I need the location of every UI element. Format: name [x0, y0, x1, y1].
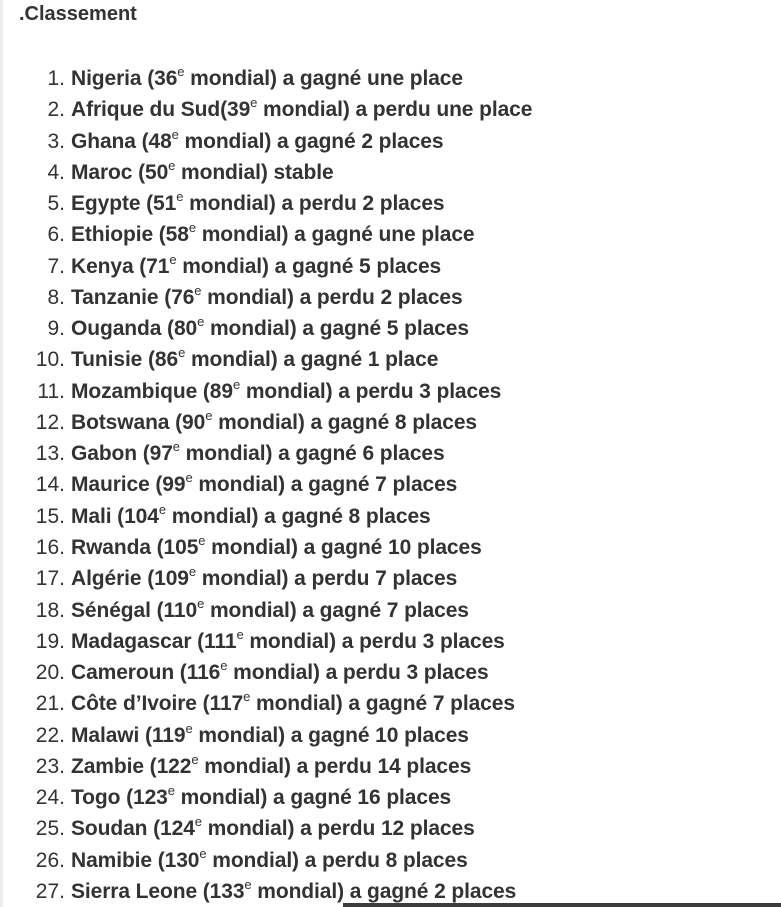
ordinal-suffix: e [236, 626, 244, 642]
rank-change: mondial) a perdu 7 places [196, 567, 458, 591]
country-name: Maurice ( [71, 473, 163, 497]
rank-change: mondial) a perdu 3 places [227, 661, 489, 685]
list-item-text [71, 626, 505, 657]
rank-change: mondial) stable [175, 160, 334, 184]
bottom-scroll-bar [343, 903, 781, 907]
ordinal-suffix: e [188, 564, 197, 580]
country-name: Afrique du Sud( [71, 98, 227, 122]
list-item-number: 12. [35, 410, 65, 434]
country-name: Egypte ( [71, 192, 154, 216]
list-item-text [71, 688, 515, 719]
world-rank: 39 [226, 98, 251, 122]
list-item-number: 20. [35, 661, 65, 685]
ordinal-suffix: e [169, 251, 177, 267]
world-rank: 133 [209, 879, 245, 903]
list-item-text [71, 845, 468, 876]
country-name: Malawi ( [71, 723, 152, 747]
list-item-text [71, 751, 471, 782]
world-rank: 123 [132, 786, 168, 810]
country-name: Namibie ( [71, 848, 165, 872]
list-item-number: 7. [47, 254, 65, 278]
world-rank: 80 [173, 317, 198, 341]
world-rank: 90 [182, 410, 206, 434]
list-item-number: 19. [35, 629, 65, 653]
section-heading: .Classement [19, 3, 137, 25]
ordinal-suffix: e [191, 751, 199, 767]
list-item-text [71, 313, 469, 344]
world-rank: 99 [162, 473, 186, 497]
list-item-text [71, 657, 489, 688]
list-item-text [71, 126, 443, 157]
list-item-number: 26. [35, 848, 65, 872]
rank-change: mondial) a perdu 2 places [201, 285, 463, 309]
country-name: Gabon ( [71, 442, 150, 466]
rank-change: mondial) a perdu 3 places [243, 629, 505, 653]
ordinal-suffix: e [197, 314, 205, 330]
country-name: Mali ( [71, 504, 125, 528]
world-rank: 109 [154, 567, 189, 591]
rank-change: mondial) a gagné 7 places [192, 473, 458, 497]
rank-change: mondial) a gagné une place [184, 67, 463, 90]
country-name: Sénégal ( [71, 598, 164, 622]
ordinal-suffix: e [194, 282, 202, 298]
world-rank: 119 [151, 723, 186, 747]
rank-change: mondial) a gagné 7 places [204, 598, 469, 622]
rank-change: mondial) a gagné 1 place [185, 348, 439, 372]
list-item-text [71, 63, 463, 94]
list-item-number: 1. [47, 67, 65, 90]
ordinal-suffix: e [220, 658, 228, 674]
ordinal-suffix: e [172, 439, 180, 455]
rank-change: mondial) a gagné 2 places [251, 879, 517, 903]
world-rank: 111 [204, 629, 237, 653]
world-rank: 76 [171, 285, 195, 309]
ordinal-suffix: e [199, 845, 207, 861]
list-item-text [71, 532, 482, 563]
rank-change: mondial) a perdu 14 places [198, 754, 472, 778]
list-item-text [71, 251, 441, 282]
rank-change: mondial) a gagné 8 places [165, 504, 431, 528]
ordinal-suffix: e [232, 376, 241, 392]
rank-change: mondial) a gagné 5 places [176, 254, 442, 278]
list-item-text [71, 438, 445, 469]
country-name: Cameroun ( [71, 661, 187, 685]
world-rank: 105 [163, 535, 199, 559]
list-item-number: 2. [47, 98, 65, 122]
world-rank: 50 [144, 160, 169, 184]
rank-change: mondial) a perdu 3 places [240, 379, 502, 403]
rank-change: mondial) a gagné une place [195, 223, 475, 247]
country-name: Togo ( [71, 786, 133, 810]
country-name: Rwanda ( [71, 535, 164, 559]
world-rank: 97 [149, 442, 173, 466]
country-name: Nigeria ( [71, 67, 155, 90]
world-rank: 86 [154, 348, 179, 372]
list-item-text [71, 219, 475, 250]
list-item-number: 14. [35, 473, 65, 497]
rank-change: mondial) a perdu 12 places [201, 817, 475, 841]
country-name: Madagascar ( [71, 629, 205, 653]
ordinal-suffix: e [244, 876, 252, 892]
ordinal-suffix: e [177, 64, 185, 79]
ordinal-suffix: e [167, 783, 175, 799]
list-item-number: 25. [35, 817, 65, 841]
country-name: Ethiopie ( [71, 223, 166, 247]
list-item-text [71, 376, 501, 407]
country-name: Botswana ( [71, 410, 183, 434]
list-item-text [71, 407, 477, 438]
country-name: Zambie ( [71, 754, 157, 778]
world-rank: 51 [153, 192, 177, 216]
world-rank: 58 [165, 223, 189, 247]
world-rank: 89 [209, 379, 233, 403]
world-rank: 124 [160, 817, 195, 841]
list-item-number: 16. [35, 535, 65, 559]
ordinal-suffix: e [168, 157, 176, 173]
rank-change: mondial) a gagné 2 places [178, 129, 444, 153]
rank-change: mondial) a perdu 8 places [206, 848, 468, 872]
country-name: Côte d’Ivoire ( [71, 692, 210, 716]
world-rank: 122 [156, 754, 192, 778]
list-item-number: 5. [47, 192, 65, 216]
rank-change: mondial) a perdu une place [257, 98, 533, 122]
list-item-number: 6. [47, 223, 65, 247]
ordinal-suffix: e [178, 345, 186, 361]
country-name: Mozambique ( [71, 379, 210, 403]
rank-change: mondial) a gagné 10 places [205, 535, 482, 559]
rank-change: mondial) a gagné 7 places [250, 692, 515, 716]
ordinal-suffix: e [171, 126, 179, 142]
country-name: Tunisie ( [71, 348, 155, 372]
world-rank: 117 [209, 692, 244, 716]
rank-change: mondial) a gagné 16 places [174, 786, 452, 810]
list-item-number: 13. [35, 442, 65, 466]
list-item-text [71, 813, 475, 844]
ordinal-suffix: e [185, 470, 193, 486]
list-item-number: 22. [35, 723, 65, 747]
ordinal-suffix: e [176, 189, 184, 205]
list-item-text [71, 595, 469, 626]
list-item-text [71, 782, 451, 813]
list-item-number: 18. [35, 598, 65, 622]
list-item-number: 11. [37, 379, 65, 403]
rank-change: mondial) a perdu 2 places [183, 192, 445, 216]
country-name: Algérie ( [71, 567, 155, 591]
country-name: Sierra Leone ( [71, 879, 210, 903]
ordinal-suffix: e [243, 689, 251, 705]
country-name: Ghana ( [71, 129, 149, 153]
ordinal-suffix: e [185, 720, 193, 736]
list-item-text [71, 563, 457, 594]
country-name: Tanzanie ( [71, 285, 172, 309]
list-item-text [71, 188, 445, 219]
world-rank: 110 [163, 598, 198, 622]
list-item-text [71, 469, 457, 500]
world-rank: 71 [146, 254, 170, 278]
ordinal-suffix: e [250, 95, 258, 111]
country-name: Soudan ( [71, 817, 161, 841]
world-rank: 36 [154, 67, 178, 90]
list-item-number: 23. [35, 754, 65, 778]
country-name: Ouganda ( [71, 317, 174, 341]
list-item-text [71, 501, 431, 532]
rank-change: mondial) a gagné 6 places [179, 442, 445, 466]
country-name: Kenya ( [71, 254, 147, 278]
ordinal-suffix: e [158, 501, 166, 517]
list-item-text [71, 282, 463, 313]
rank-change: mondial) a gagné 8 places [212, 410, 477, 434]
list-item-number: 4. [47, 160, 65, 184]
list-item-text [71, 157, 334, 188]
country-name: Maroc ( [71, 160, 145, 184]
world-rank: 48 [148, 129, 172, 153]
rank-change: mondial) a gagné 5 places [204, 317, 469, 341]
ordinal-suffix: e [194, 814, 202, 830]
list-item-number: 17. [35, 567, 65, 591]
world-rank: 116 [186, 661, 221, 685]
rank-change: mondial) a gagné 10 places [192, 723, 469, 747]
list-item-number: 27. [35, 879, 65, 903]
list-item-text [71, 94, 532, 125]
ordinal-suffix: e [205, 407, 213, 423]
list-item-number: 8. [47, 285, 65, 309]
list-item-text [71, 344, 438, 375]
list-item-number: 3. [47, 129, 65, 153]
ordinal-suffix: e [188, 220, 196, 236]
list-item-number: 24. [35, 786, 65, 810]
list-item-text [71, 720, 469, 751]
list-item-number: 10. [35, 348, 65, 372]
world-rank: 104 [124, 504, 159, 528]
list-item-number: 9. [47, 317, 65, 341]
ordinal-suffix: e [197, 595, 205, 611]
list-item-number: 21. [35, 692, 65, 716]
ordinal-suffix: e [198, 532, 206, 548]
world-rank: 130 [164, 848, 200, 872]
list-item-number: 15. [35, 504, 65, 528]
